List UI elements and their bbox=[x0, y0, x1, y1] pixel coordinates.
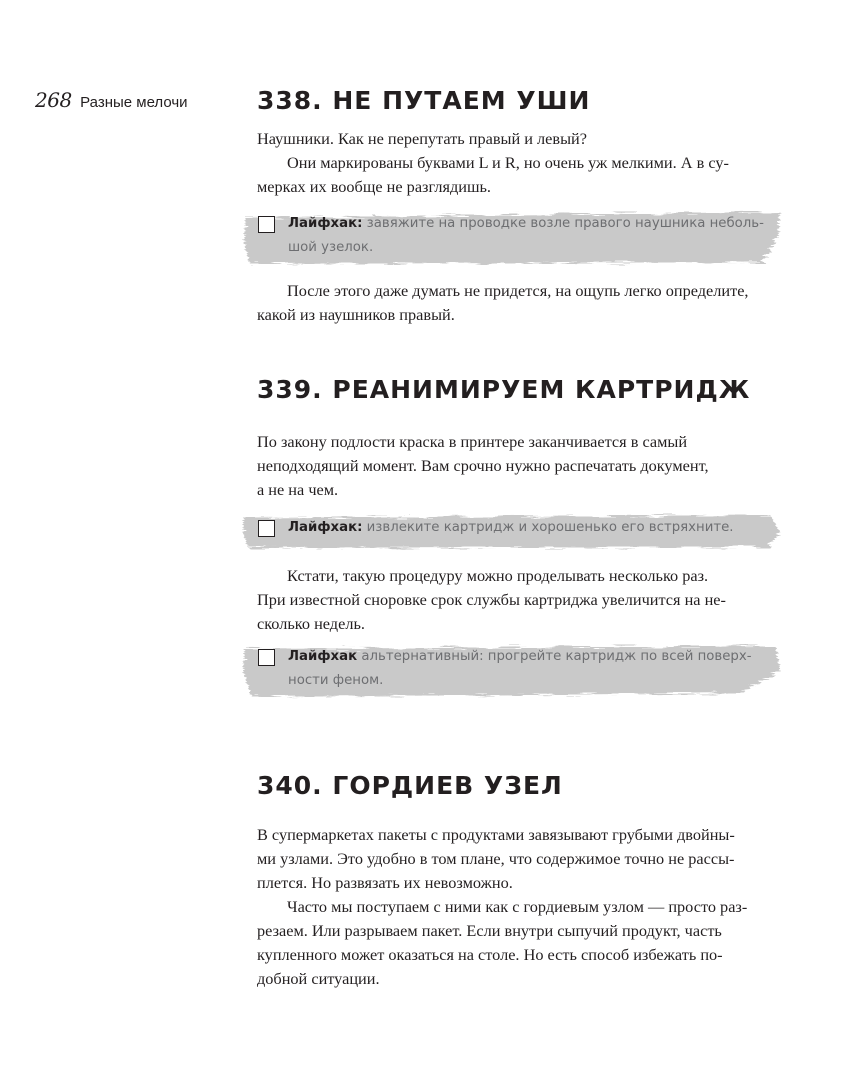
page-number: 268 bbox=[35, 88, 72, 112]
text-line: ми узлами. Это удобно в том плане, что содержимое точно не рассы- bbox=[257, 849, 735, 868]
heading-339: 339. РЕАНИМИРУЕМ КАРТРИДЖ bbox=[257, 375, 751, 404]
text-line: После этого даже думать не придется, на ощупь легко определите, bbox=[287, 281, 749, 300]
text-line: ности феном. bbox=[288, 673, 384, 688]
text-line: Они маркированы буквами L и R, но очень уж мелкими. А в су- bbox=[287, 153, 729, 172]
text-line: извлеките картридж и хорошенько его встряхните. bbox=[366, 520, 734, 535]
body-340 bbox=[257, 823, 767, 991]
heading-338: 338. НЕ ПУТАЕМ УШИ bbox=[257, 86, 591, 115]
text-line: резаем. Или разрываем пакет. Если внутри сыпучий продукт, часть bbox=[257, 921, 722, 940]
text-line: альтернативный: прогрейте картридж по всей поверх- bbox=[361, 649, 752, 664]
lifehack-box bbox=[240, 512, 785, 550]
text-line: Часто мы поступаем с ними как с гордиевым узлом — просто раз- bbox=[287, 897, 748, 916]
checkbox-icon bbox=[258, 649, 275, 666]
text-line: купленного может оказаться на столе. Но есть способ избежать по- bbox=[257, 945, 723, 964]
checkbox-icon bbox=[258, 520, 275, 537]
middle-339 bbox=[257, 564, 767, 636]
text-line: Кстати, такую процедуру можно проделывать несколько раз. bbox=[287, 566, 709, 585]
section-name: Разные мелочи bbox=[80, 94, 188, 111]
text-line: завяжите на проводке возле правого наушника неболь- bbox=[366, 216, 764, 231]
lifehack-box bbox=[240, 208, 785, 266]
page-header bbox=[35, 88, 188, 112]
text-line: неподходящий момент. Вам срочно нужно распечатать документ, bbox=[257, 456, 709, 475]
text-line: какой из наушников правый. bbox=[257, 305, 455, 324]
lifehack-label: Лайфхак: bbox=[288, 216, 363, 231]
outro-338 bbox=[257, 279, 767, 327]
lifehack-label: Лайфхак: bbox=[288, 520, 363, 535]
heading-340: 340. ГОРДИЕВ УЗЕЛ bbox=[257, 771, 563, 800]
lifehack-text bbox=[288, 212, 768, 260]
text-line: Наушники. Как не перепутать правый и левый? bbox=[257, 129, 587, 148]
lifehack-box bbox=[240, 641, 785, 699]
text-line: сколько недель. bbox=[257, 614, 365, 633]
lifehack-text bbox=[288, 645, 768, 693]
text-line: шой узелок. bbox=[288, 240, 374, 255]
text-line: мерках их вообще не разглядишь. bbox=[257, 177, 491, 196]
text-line: При известной сноровке срок службы картриджа увеличится на не- bbox=[257, 590, 726, 609]
intro-338 bbox=[257, 127, 767, 199]
text-line: В супермаркетах пакеты с продуктами завязывают грубыми двойны- bbox=[257, 825, 735, 844]
checkbox-icon bbox=[258, 216, 275, 233]
text-line: а не на чем. bbox=[257, 480, 339, 499]
intro-339 bbox=[257, 430, 767, 502]
lifehack-label: Лайфхак bbox=[288, 649, 358, 664]
text-line: плется. Но развязать их невозможно. bbox=[257, 873, 513, 892]
text-line: По закону подлости краска в принтере заканчивается в самый bbox=[257, 432, 688, 451]
lifehack-text bbox=[288, 516, 768, 540]
text-line: добной ситуации. bbox=[257, 969, 380, 988]
